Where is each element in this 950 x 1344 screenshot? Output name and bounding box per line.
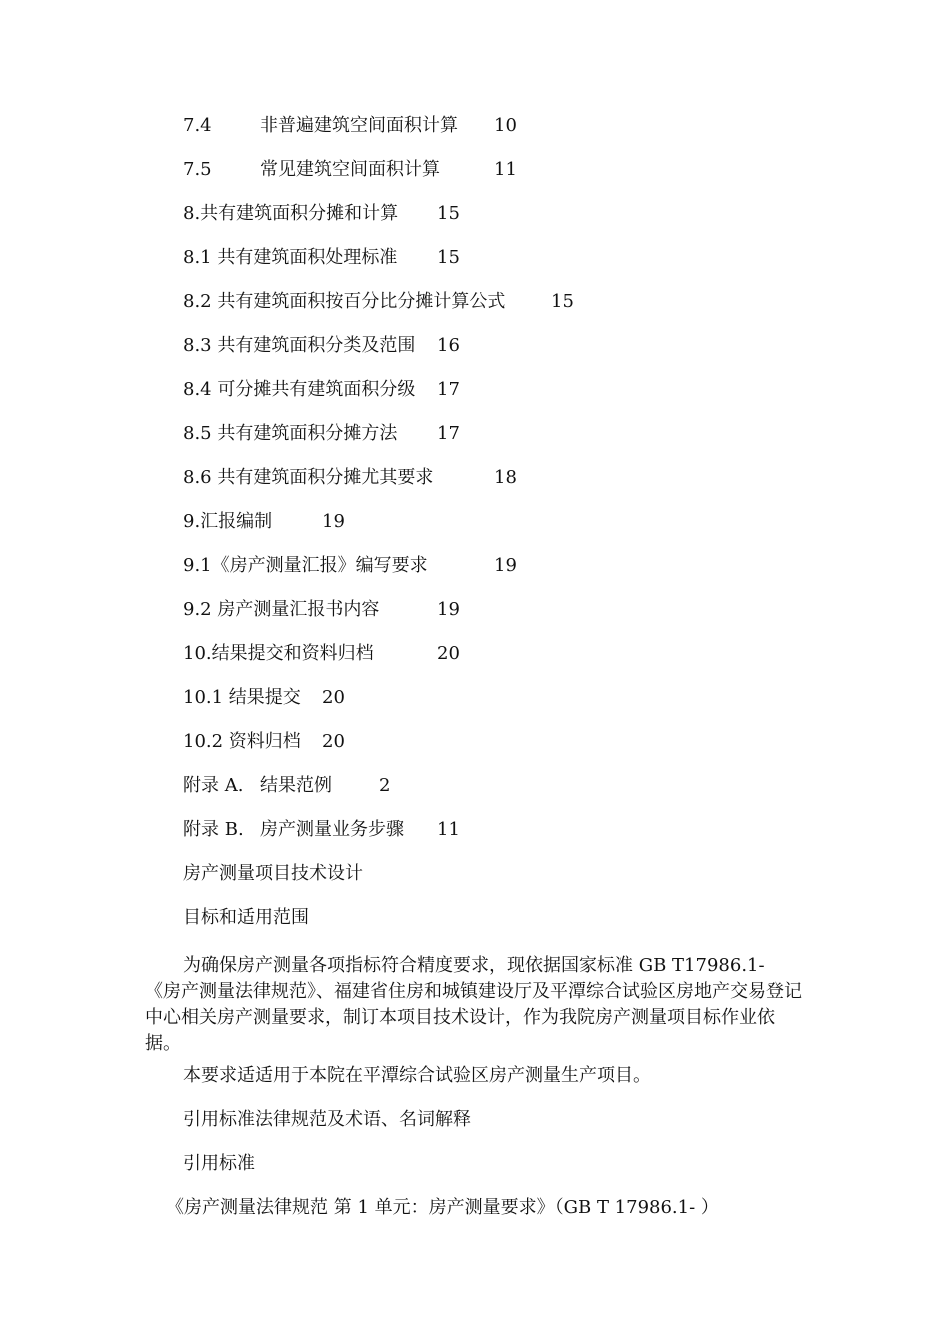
paragraph-applicability: 本要求适适用于本院在平潭综合试验区房产测量生产项目。 xyxy=(183,1065,651,1086)
toc-entry-page: 20 xyxy=(322,731,345,752)
toc-entry-page: 11 xyxy=(494,159,517,180)
toc-entry-title: 常见建筑空间面积计算 xyxy=(260,159,440,180)
toc-entry-page: 17 xyxy=(437,379,460,400)
toc-entry-page: 17 xyxy=(437,423,460,444)
toc-entry-page: 2 xyxy=(379,775,391,796)
toc-entry-title: 8.1 共有建筑面积处理标准 xyxy=(183,247,398,268)
toc-entry-number: 附录 A. xyxy=(183,775,244,796)
reference-item: 《房产测量法律规范 第 1 单元：房产测量要求》（GB T 17986.1- ） xyxy=(166,1197,719,1218)
toc-entry-title: 8.4 可分摊共有建筑面积分级 xyxy=(183,379,416,400)
toc-entry-page: 15 xyxy=(437,247,460,268)
toc-entry-page: 11 xyxy=(437,819,460,840)
toc-entry-title: 8.共有建筑面积分摊和计算 xyxy=(183,203,399,224)
toc-entry-title: 8.2 共有建筑面积按百分比分摊计算公式 xyxy=(183,291,506,312)
toc-entry-title: 房产测量业务步骤 xyxy=(260,819,404,840)
toc-entry-title: 9.2 房产测量汇报书内容 xyxy=(183,599,380,620)
document-title: 房产测量项目技术设计 xyxy=(183,863,363,884)
paragraph-purpose-text: 为确保房产测量各项指标符合精度要求，现依据国家标准 GB T17986.1- 《房产测量法律规范》、福建省住房和城镇建设厅及平潭综合试验区房地产交易登记中心相关房产测量要求，制订本项目技术设计，作为我院房产测量项目标作业依据。 xyxy=(145,955,802,1054)
toc-entry-title: 10.2 资料归档 xyxy=(183,731,301,752)
toc-entry-page: 15 xyxy=(551,291,574,312)
toc-entry-title: 8.6 共有建筑面积分摊尤其要求 xyxy=(183,467,434,488)
subsection-heading-standards: 引用标准 xyxy=(183,1153,255,1174)
section-heading-scope: 目标和适用范围 xyxy=(183,907,309,928)
toc-entry-title: 10.1 结果提交 xyxy=(183,687,301,708)
toc-entry-page: 10 xyxy=(494,115,517,136)
toc-entry-title: 9.1《房产测量汇报》编写要求 xyxy=(183,555,428,576)
toc-entry-title: 9.汇报编制 xyxy=(183,511,273,532)
toc-entry-number: 7.5 xyxy=(183,159,212,180)
toc-entry-page: 19 xyxy=(437,599,460,620)
toc-entry-title: 结果范例 xyxy=(260,775,332,796)
toc-entry-page: 20 xyxy=(437,643,460,664)
toc-entry-page: 18 xyxy=(494,467,517,488)
toc-entry-page: 19 xyxy=(322,511,345,532)
toc-entry-page: 15 xyxy=(437,203,460,224)
toc-entry-page: 16 xyxy=(437,335,460,356)
toc-entry-page: 19 xyxy=(494,555,517,576)
paragraph-purpose xyxy=(145,953,805,1057)
toc-entry-title: 非普遍建筑空间面积计算 xyxy=(260,115,458,136)
toc-entry-title: 10.结果提交和资料归档 xyxy=(183,643,374,664)
toc-entry-number: 附录 B. xyxy=(183,819,244,840)
toc-entry-title: 8.5 共有建筑面积分摊方法 xyxy=(183,423,398,444)
toc-entry-page: 20 xyxy=(322,687,345,708)
section-heading-references: 引用标准法律规范及术语、名词解释 xyxy=(183,1109,471,1130)
toc-entry-number: 7.4 xyxy=(183,115,212,136)
toc-entry-title: 8.3 共有建筑面积分类及范围 xyxy=(183,335,416,356)
